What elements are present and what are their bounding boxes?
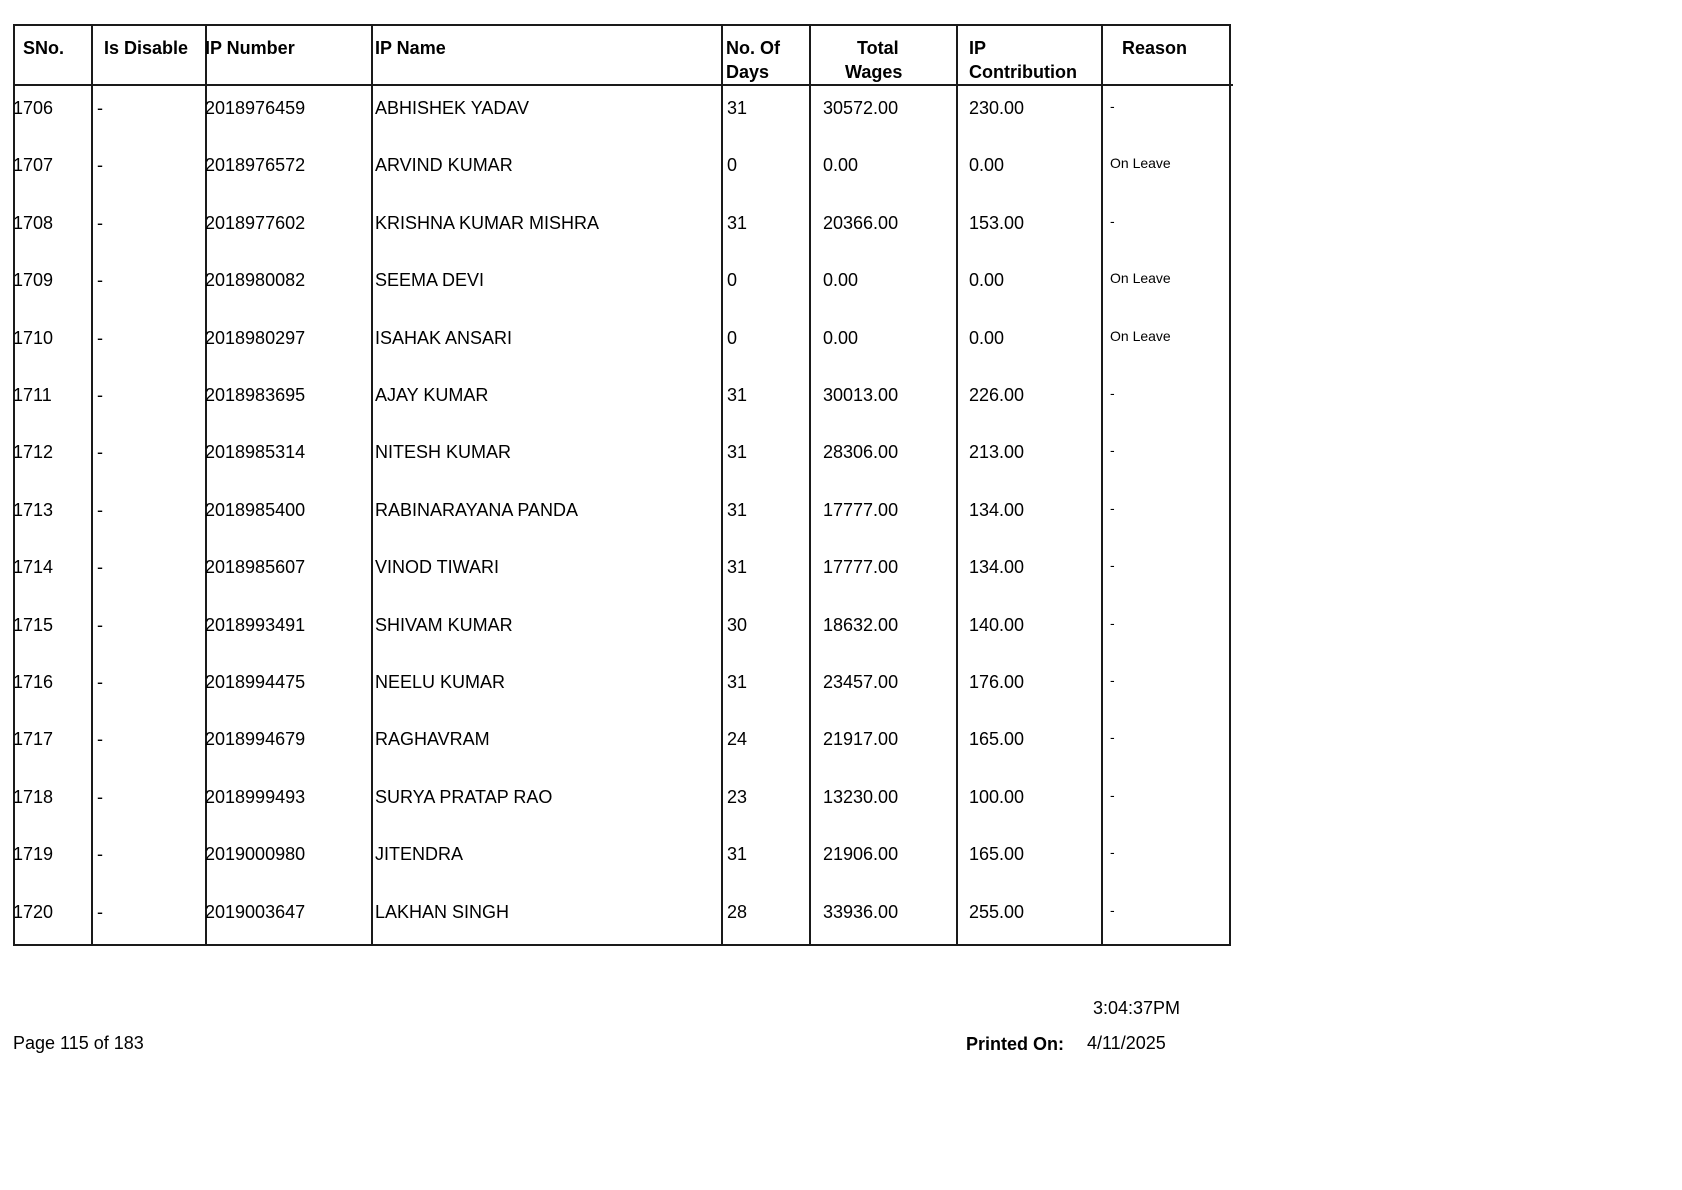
cell-ip-contribution: 165.00 [969,729,1025,750]
cell-ip-number: 2018994679 [205,729,306,750]
header-no-of-days [726,36,780,84]
cell-reason: - [1110,212,1115,229]
column-divider [956,26,958,944]
cell-total-wages: 33936.00 [823,901,899,922]
cell-ip-name: AJAY KUMAR [375,385,489,405]
cell-ip-number: 2018980297 [205,327,306,348]
cell-no-of-days: 31 [727,442,748,463]
cell-total-wages: 20366.00 [823,212,899,233]
cell-no-of-days: 23 [727,786,748,807]
cell-ip-number: 2018976572 [205,155,306,176]
cell-ip-contribution: 134.00 [969,557,1025,578]
cell-sno: 1715 [13,614,54,635]
header-ip-contribution-line2: Contribution [969,62,1077,82]
header-divider [15,84,1233,86]
cell-no-of-days: 28 [727,901,748,922]
cell-ip-number: 2019003647 [205,901,306,922]
cell-ip-number: 2018983695 [205,385,306,405]
cell-sno: 1714 [13,557,54,578]
cell-ip-name: VINOD TIWARI [375,557,500,578]
cell-ip-number: 2018999493 [205,786,306,807]
cell-reason: - [1110,672,1115,688]
printed-on-label: Printed On: [966,1034,1064,1054]
cell-ip-number: 2019000980 [205,844,306,865]
cell-ip-contribution: 0.00 [969,155,1005,176]
column-divider [91,26,93,944]
cell-reason: - [1110,614,1115,631]
cell-total-wages: 0.00 [823,155,859,176]
cell-reason: - [1110,557,1115,574]
cell-sno: 1710 [13,327,54,348]
header-reason: Reason [1122,38,1188,58]
cell-is-disable: - [97,98,103,118]
cell-ip-number: 2018985607 [205,557,306,578]
column-divider [1101,26,1103,944]
column-divider [721,26,723,944]
cell-ip-contribution: 100.00 [969,786,1025,807]
cell-sno: 1709 [13,270,54,291]
header-ip-contribution [969,36,1077,84]
cell-sno: 1712 [13,442,54,463]
cell-total-wages: 28306.00 [823,442,899,463]
cell-ip-name: ISAHAK ANSARI [375,327,513,348]
contribution-table [13,24,1231,946]
cell-ip-number: 2018985400 [205,499,306,520]
cell-no-of-days: 31 [727,98,748,118]
cell-reason: - [1110,499,1115,516]
cell-ip-name: LAKHAN SINGH [375,901,510,922]
cell-ip-name: SEEMA DEVI [375,270,485,291]
cell-no-of-days: 0 [727,327,738,348]
cell-ip-contribution: 255.00 [969,901,1025,922]
cell-total-wages: 0.00 [823,270,859,291]
cell-ip-number: 2018994475 [205,672,306,692]
cell-sno: 1717 [13,729,54,750]
cell-no-of-days: 24 [727,729,748,750]
cell-reason: On Leave [1110,327,1171,344]
header-total-wages [845,36,902,84]
cell-total-wages: 13230.00 [823,786,899,807]
cell-is-disable: - [97,844,103,865]
cell-total-wages: 18632.00 [823,614,899,635]
cell-total-wages: 21917.00 [823,729,899,750]
cell-sno: 1707 [13,155,54,176]
cell-is-disable: - [97,385,103,405]
cell-no-of-days: 31 [727,557,748,578]
cell-ip-name: KRISHNA KUMAR MISHRA [375,212,600,233]
header-no-of-days-line1: No. Of [726,38,780,58]
cell-no-of-days: 31 [727,499,748,520]
cell-sno: 1713 [13,499,54,520]
header-total-wages-line2: Wages [845,62,903,82]
cell-is-disable: - [97,499,103,520]
cell-no-of-days: 31 [727,212,748,233]
cell-ip-contribution: 165.00 [969,844,1025,865]
cell-sno: 1718 [13,786,54,807]
cell-total-wages: 30572.00 [823,98,899,118]
cell-total-wages: 17777.00 [823,499,899,520]
header-no-of-days-line2: Days [726,62,770,82]
cell-reason: - [1110,442,1115,459]
cell-is-disable: - [97,901,103,922]
cell-is-disable: - [97,729,103,750]
cell-ip-name: ABHISHEK YADAV [375,98,530,118]
cell-ip-name: SURYA PRATAP RAO [375,786,553,807]
printed-time: 3:04:37PM [1093,998,1181,1018]
cell-total-wages: 0.00 [823,327,859,348]
header-sno: SNo. [23,38,65,58]
cell-no-of-days: 0 [727,270,738,291]
cell-total-wages: 21906.00 [823,844,899,865]
cell-total-wages: 23457.00 [823,672,899,692]
cell-sno: 1716 [13,672,54,692]
cell-sno: 1720 [13,901,54,922]
cell-no-of-days: 31 [727,844,748,865]
cell-ip-number: 2018977602 [205,212,306,233]
cell-reason: - [1110,786,1115,803]
cell-no-of-days: 31 [727,672,748,692]
cell-ip-name: ARVIND KUMAR [375,155,513,176]
cell-ip-contribution: 140.00 [969,614,1025,635]
cell-ip-name: RABINARAYANA PANDA [375,499,579,520]
cell-ip-number: 2018980082 [205,270,306,291]
cell-reason: - [1110,729,1115,746]
cell-ip-contribution: 230.00 [969,98,1025,118]
cell-is-disable: - [97,155,103,176]
cell-reason: - [1110,98,1115,114]
cell-ip-contribution: 176.00 [969,672,1025,692]
cell-ip-contribution: 213.00 [969,442,1025,463]
page-number: Page 115 of 183 [13,1033,144,1053]
cell-sno: 1708 [13,212,54,233]
header-is-disable: Is Disable [104,38,189,58]
cell-ip-contribution: 0.00 [969,270,1005,291]
header-ip-contribution-line1: IP [969,38,987,58]
cell-ip-number: 2018985314 [205,442,306,463]
cell-ip-contribution: 153.00 [969,212,1025,233]
printed-date: 4/11/2025 [1087,1033,1166,1053]
cell-sno: 1711 [13,385,52,405]
cell-is-disable: - [97,442,103,463]
cell-ip-name: RAGHAVRAM [375,729,490,750]
column-divider [809,26,811,944]
cell-no-of-days: 0 [727,155,738,176]
cell-is-disable: - [97,327,103,348]
cell-is-disable: - [97,212,103,233]
cell-sno: 1706 [13,98,54,118]
cell-is-disable: - [97,270,103,291]
header-total-wages-line1: Total [857,38,899,58]
cell-reason: On Leave [1110,155,1171,172]
cell-reason: - [1110,901,1115,918]
cell-ip-name: SHIVAM KUMAR [375,614,513,635]
cell-reason: - [1110,844,1115,861]
cell-ip-name: NEELU KUMAR [375,672,506,692]
cell-is-disable: - [97,786,103,807]
column-divider [371,26,373,944]
cell-reason: On Leave [1110,270,1171,287]
cell-ip-number: 2018993491 [205,614,306,635]
cell-ip-contribution: 226.00 [969,385,1025,405]
cell-is-disable: - [97,672,103,692]
cell-total-wages: 17777.00 [823,557,899,578]
cell-ip-name: JITENDRA [375,844,464,865]
cell-ip-name: NITESH KUMAR [375,442,512,463]
cell-ip-number: 2018976459 [205,98,306,118]
header-ip-name: IP Name [375,38,446,58]
header-ip-number: IP Number [205,38,295,58]
cell-ip-contribution: 0.00 [969,327,1005,348]
cell-is-disable: - [97,614,103,635]
cell-total-wages: 30013.00 [823,385,899,405]
cell-no-of-days: 30 [727,614,748,635]
cell-ip-contribution: 134.00 [969,499,1025,520]
cell-is-disable: - [97,557,103,578]
cell-sno: 1719 [13,844,54,865]
cell-no-of-days: 31 [727,385,748,405]
cell-reason: - [1110,385,1115,401]
